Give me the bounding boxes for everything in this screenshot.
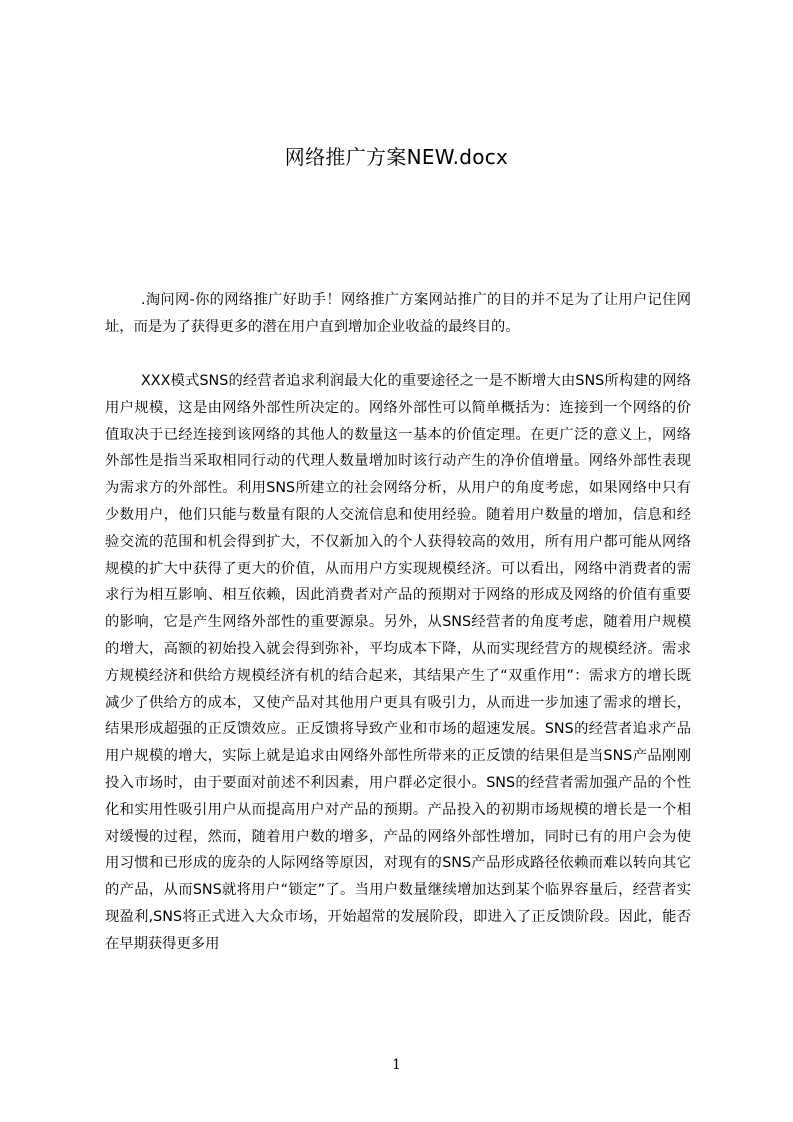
page-number: 1 xyxy=(392,1057,401,1073)
document-title: 网络推广方案NEW.docx xyxy=(284,145,509,169)
paragraph-sns-network: XXX模式SNS的经营者追求利润最大化的重要途径之一是不断增大由SNS所构建的网络用户规模，这是由网络外部性所决定的。网络外部性可以简单概括为：连接到一个网络的价值取决于已经连接到该网络的其他人的数量这一基本的价值定理。在更广泛的意义上，网络外部性是指当采取相同行动的代理人数量增加时该行动产生的净价值增量。网络外部性表现为需求方的外部性。利用SNS所建立的社会网络分析，从用户的角度考虑，如果网络中只有少数用户，他们只能与数量有限的人交流信息和使用经验。随着用户数量的增加，信息和经验交流的范围和机会得到扩大，不仅新加入的个人获得较高的效用，所有用户都可能从网络规模的扩大中获得了更大的价值，从而用户方实现规模经济。可以看出，网络中消费者的需求行为相互影响、相互依赖，因此消费者对产品的预期对于网络的形成及网络的价值有重要的影响，它是产生网络外部性的重要源泉。另外，从SNS经营者的角度考虑，随着用户规模的增大，高额的初始投入就会得到弥补，平均成本下降，从而实现经营方的规模经济。需求方规模经济和供给方规模经济有机的结合起来，其结果产生了“双重作用”：需求方的增长既减少了供给方的成本，又使产品对其他用户更具有吸引力，从而进一步加速了需求的增长，结果形成超强的正反馈效应。正反馈将导致产业和市场的超速发展。SNS的经营者追求产品用户规模的增大，实际上就是追求由网络外部性所带来的正反馈的结果但是当SNS产品刚刚投入市场时，由于要面对前述不利因素，用户群必定很小。SNS的经营者需加强产品的个性化和实用性吸引用户从而提高用户对产品的预期。产品投入的初期市场规模的增长是一个相对缓慢的过程，然而，随着用户数的增多，产品的网络外部性增加，同时已有的用户会为使用习惯和已形成的庞杂的人际网络等原因，对现有的SNS产品形成路径依赖而难以转向其它的产品，从而SNS就将用户“锁定”了。当用户数量继续增加达到某个临界容量后，经营者实现盈利,SNS将正式进入大众市场，开始超常的发展阶段，即进入了正反馈阶段。因此，能否在早期获得更多用 xyxy=(105,373,691,952)
paragraph-intro: .淘问网-你的网络推广好助手！网络推广方案网站推广的目的并不足为了让用户记住网址，而是为了获得更多的潜在用户直到增加企业收益的最终目的。 xyxy=(105,292,691,335)
